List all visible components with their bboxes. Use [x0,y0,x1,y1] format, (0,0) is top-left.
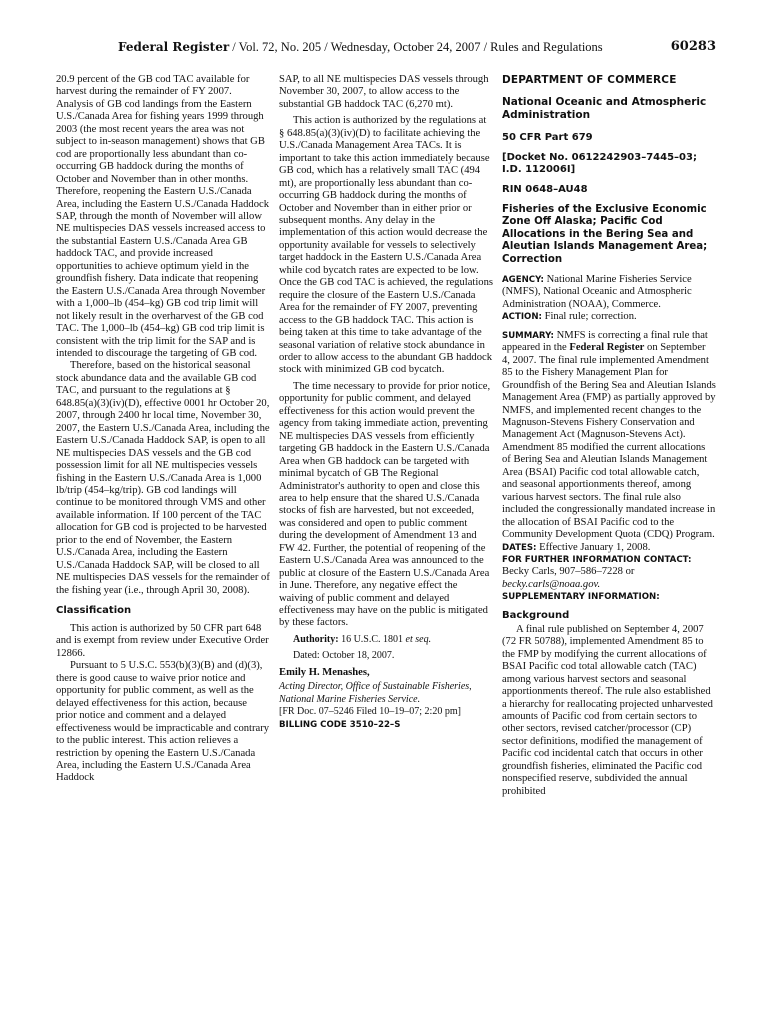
issue-info: / Vol. 72, No. 205 / Wednesday, October 24, 2007 / Rules and Regulations [229,40,603,54]
agency-text: National Marine Fisheries Service (NMFS), National Oceanic and Atmospheric Administration (NOAA), Commerce. [502,274,692,310]
paragraph: This action is authorized by 50 CFR part 648 and is exempt from review under Executive Order 12866. [56,623,269,659]
action-label: ACTION: [502,312,542,323]
signer-name-text: Emily H. Menashes, [279,666,370,678]
cfr-part: 50 CFR Part 679 [502,132,593,143]
action-paragraph [502,311,716,323]
signer-title [279,681,493,706]
contact-paragraph [502,566,716,591]
authority-etseq: et seq. [405,633,432,645]
fr-doc-line: [FR Doc. 07–5246 Filed 10–19–07; 2:20 pm] [279,706,461,718]
section-heading-classification: Classification [56,605,132,617]
running-head [118,40,603,55]
summary-text-cont: on September 4, 2007. The final rule implemented Amendment 85 to the Fishery Management Plan for Groundfish of the Bering Sea and Aleutian Islands Management Area (FMP) as partially approved by NMFS, and implemented recent changes to the Magnuson-Stevens Fishery Conservation and Management Act (Magnuson-Stevens Act). Amendment 85 modified the current allocations of Bering Sea and Aleutian Islands Management Area (BSAI) Pacific cod total allowable catch, and seasonal apportionments thereof, among various harvest sectors. The final rule also included the congressionally mandated increase in the allocation of BSAI Pacific cod to the Community Development Quota (CDQ) Program. [502,342,716,541]
dated-line: Dated: October 18, 2007. [293,650,395,662]
agency-label: AGENCY: [502,275,544,286]
billing-code: BILLING CODE 3510–22–S [279,719,401,730]
federal-register-ref: Federal Register [569,342,645,354]
department-heading: DEPARTMENT OF COMMERCE [502,74,677,86]
agency-paragraph [502,274,716,311]
contact-email: becky.carls@noaa.gov. [502,578,601,590]
paragraph: This action is authorized by the regulations at § 648.85(a)(3)(iv)(D) to facilitate achieving the U.S./Canada Management Area TACs. It is important to take this action immediately because GB cod, which has a relatively small TAC (494 mt), are proportionally less abundant than co-occurring GB haddock during the months of October and November than in either prior or subsequent months. Any delay in the implementation of this action would decrease the opportunity available for vessels to selectively target haddock in the Eastern U.S./Canada Area while cod bycatch rates are expected to be low. Once the GB cod TAC is achieved, the regulations require the closure of the Eastern U.S./Canada Area for the remainder of FY 2007, preventing access to the GB haddock TAC. This action is being taken at this time to take advantage of the seasonal variation of relative stock abundance in order to allow access to the abundant GB haddock stock with minimized GB cod bycatch. [279,115,494,376]
signer-name [279,667,493,679]
column-1 [56,74,270,785]
authority-text: 16 U.S.C. 1801 [338,633,406,645]
paragraph: 20.9 percent of the GB cod TAC available for harvest during the remainder of FY 2007. Analysis of GB cod landings from the Eastern U.S./Canada Area for fishing years 1999 through 2003 (the most recent years the area was not subject to in-season management) shows that GB cod are proportionally less abundant than co-occurring GB haddock during the months of October and November than in other months. Therefore, reopening the Eastern U.S./Canada Area, including the Eastern U.S./Canada Haddock SAP, through the month of November will allow NE multispecies DAS vessels increased access to the substantial Eastern U.S./Canada Area GB haddock TAC, and provide increased opportunities to achieve optimum yield in the groundfish fishery. Data indicate that reopening the Eastern U.S./Canada Area through November with a 1,000–lb (454–kg) GB cod trip limit will not likely result in the overharvest of the GB cod TAC. The 1,000–lb (454–kg) GB cod trip limit is consistent with the trip limit for the SAP and is intended to discourage the targeting of GB cod. [56,74,269,359]
publication-name: Federal Register [118,40,230,54]
dates-label: DATES: [502,542,537,553]
authority-label: Authority: [293,633,339,645]
summary-label: SUMMARY: [502,330,554,341]
signer-title-text: Acting Director, Office of Sustainable Fisheries, National Marine Fisheries Service. [279,681,472,705]
paragraph: The time necessary to provide for prior notice, opportunity for public comment, and delayed effectiveness for this action would prevent the agency from taking immediate action, preventing NE multispecies DAS vessels from efficiently targeting GB haddock in the Eastern U.S./Canada Area when GB haddock can be targeted with minimal bycatch of GB The Regional Administrator's authority to open and close this area to help ensure that the shared U.S./Canada stocks of fish are harvested, but not exceeded, was considered and open to public comment during the development of Amendment 13 and FW 42. Further, the potential of reopening of the Eastern U.S./Canada Area was announced to the public at closure of the Eastern U.S./Canada Area in June. Therefore, any negative effect the waiving of public comment and delayed effectiveness may have on the public is mitigated by these factors. [279,380,491,629]
paragraph: Therefore, based on the historical seasonal stock abundance data and the available GB cod TAC, and pursuant to the regulations at § 648.85(a)(3)(iv)(D), effective 0001 hr October 20, 2007, through 2400 hr local time, November 30, 2007, the Eastern U.S./Canada Area, including the Eastern U.S./Canada Haddock SAP, is open to all NE multispecies DAS vessels and the GB cod possession limit for all NE multispecies vessels fishing in the Eastern U.S./Canada Area is 1,000 lb/trip (454–kg/trip). GB cod landings will continue to be monitored through VMS and other available information. If 100 percent of the TAC allocation for GB cod is projected to be harvested prior to the end of November, the Eastern U.S./Canada Area, including the Eastern U.S./Canada Haddock SAP, will be closed to all NE multispecies DAS vessels for the remainder of the fishing year (i.e., through April 30, 2008). [56,360,270,596]
agency-heading: National Oceanic and Atmospheric Administration [502,96,707,121]
supplementary-label: SUPPLEMENTARY INFORMATION: [502,592,660,603]
column-3 [502,74,716,798]
contact-text: Becky Carls, 907–586–7228 or [502,566,635,578]
docket-number: [Docket No. 0612242903–7445–03; I.D. 112006I] [502,152,697,175]
dates-paragraph [502,542,716,554]
column-2 [279,74,493,731]
paragraph: SAP, to all NE multispecies DAS vessels through November 30, 2007, to allow access to the substantial GB haddock TAC (6,270 mt). [279,74,489,110]
action-text: Final rule; correction. [541,311,637,323]
paragraph: Pursuant to 5 U.S.C. 553(b)(3)(B) and (d)(3), there is good cause to waive prior notice and opportunity for public comment, as well as the delayed effectiveness for this action, because prior notice and comment and a delayed effectiveness would be impracticable and contrary to the public interest. This action relieves a restriction by opening the Eastern U.S./Canada Area, including the Eastern U.S./Canada Area Haddock [56,660,270,784]
summary-text: NMFS is correcting a final rule that appeared in the [502,329,708,354]
authority-line [279,634,493,646]
page-number: 60283 [670,39,716,54]
background-paragraph: A final rule published on September 4, 2007 (72 FR 50788), implemented Amendment 85 to the FMP by modifying the current allocations of BSAI Pacific cod total allowable catch (TAC) among various harvest sectors and seasonal apportionments thereof. The rule also established a hierarchy for reallocating projected unharvested amounts of Pacific cod from certain sectors to other sectors, revised catcher/processor (CP) sector definitions, modified the management of Pacific cod incidental catch that occurs in other groundfish fisheries, eliminated the Pacific cod nonspecified reserve, subdivided the annual prohibited [502,623,713,797]
summary-paragraph [502,330,716,542]
contact-label: FOR FURTHER INFORMATION CONTACT: [502,555,692,565]
background-heading: Background [502,609,570,621]
dates-text: Effective January 1, 2008. [536,541,651,553]
rin-number: RIN 0648–AU48 [502,184,588,195]
rule-title: Fisheries of the Exclusive Economic Zone Off Alaska; Pacific Cod Allocations in the Bering Sea and Aleutian Islands Management Area; Correction [502,204,708,265]
